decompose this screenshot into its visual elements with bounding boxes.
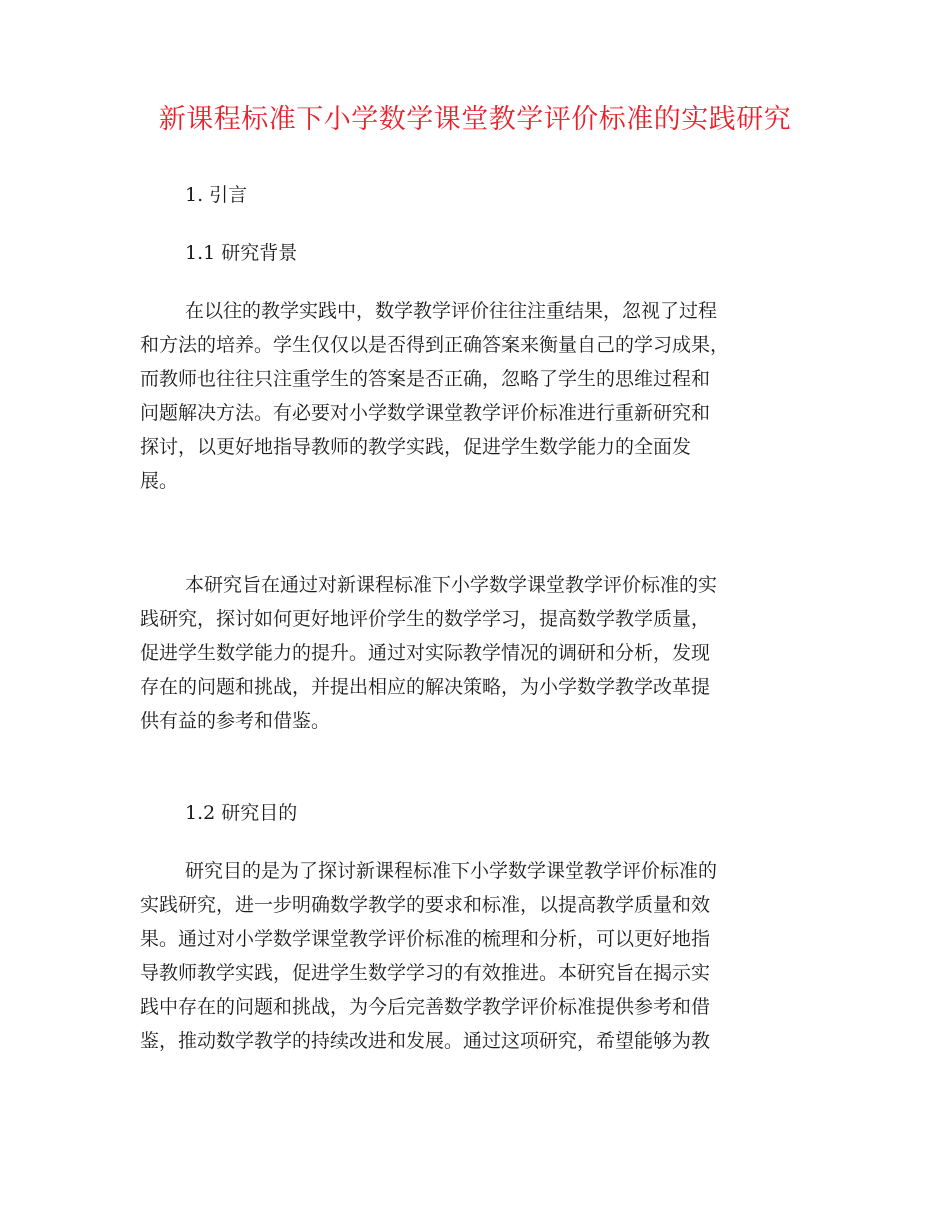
paragraph-line: 问题解决方法。有必要对小学数学课堂教学评价标准进行重新研究和 bbox=[140, 402, 711, 424]
document-title: 新课程标准下小学数学课堂教学评价标准的实践研究 bbox=[158, 104, 792, 135]
section-heading-background: 1.1 研究背景 bbox=[185, 242, 298, 264]
paragraph-line: 而教师也往往只注重学生的答案是否正确，忽略了学生的思维过程和 bbox=[140, 368, 711, 390]
paragraph-line: 果。通过对小学数学课堂教学评价标准的梳理和分析，可以更好地指 bbox=[140, 928, 711, 950]
paragraph-line: 鉴，推动数学教学的持续改进和发展。通过这项研究，希望能够为教 bbox=[140, 1030, 711, 1052]
paragraph-line: 在以往的教学实践中，数学教学评价往往注重结果，忽视了过程 bbox=[185, 300, 718, 322]
paragraph-line: 研究目的是为了探讨新课程标准下小学数学课堂教学评价标准的 bbox=[185, 860, 718, 882]
section-heading-intro: 1. 引言 bbox=[185, 184, 248, 206]
paragraph-line: 践中存在的问题和挑战，为今后完善数学教学评价标准提供参考和借 bbox=[140, 996, 711, 1018]
paragraph-line: 实践研究，进一步明确数学教学的要求和标准，以提高教学质量和效 bbox=[140, 894, 711, 916]
paragraph-line: 探讨，以更好地指导教师的教学实践，促进学生数学能力的全面发 bbox=[140, 436, 692, 458]
paragraph-line: 本研究旨在通过对新课程标准下小学数学课堂教学评价标准的实 bbox=[185, 574, 718, 596]
section-heading-purpose: 1.2 研究目的 bbox=[185, 802, 298, 824]
paragraph-line: 和方法的培养。学生仅仅以是否得到正确答案来衡量自己的学习成果， bbox=[140, 334, 730, 356]
paragraph-line: 展。 bbox=[140, 470, 179, 492]
paragraph-line: 导教师教学实践，促进学生数学学习的有效推进。本研究旨在揭示实 bbox=[140, 962, 711, 984]
paragraph-line: 供有益的参考和借鉴。 bbox=[140, 710, 331, 732]
paragraph-line: 践研究，探讨如何更好地评价学生的数学学习，提高数学教学质量， bbox=[140, 608, 711, 630]
paragraph-line: 存在的问题和挑战，并提出相应的解决策略，为小学数学教学改革提 bbox=[140, 676, 711, 698]
paragraph-line: 促进学生数学能力的提升。通过对实际教学情况的调研和分析，发现 bbox=[140, 642, 711, 664]
